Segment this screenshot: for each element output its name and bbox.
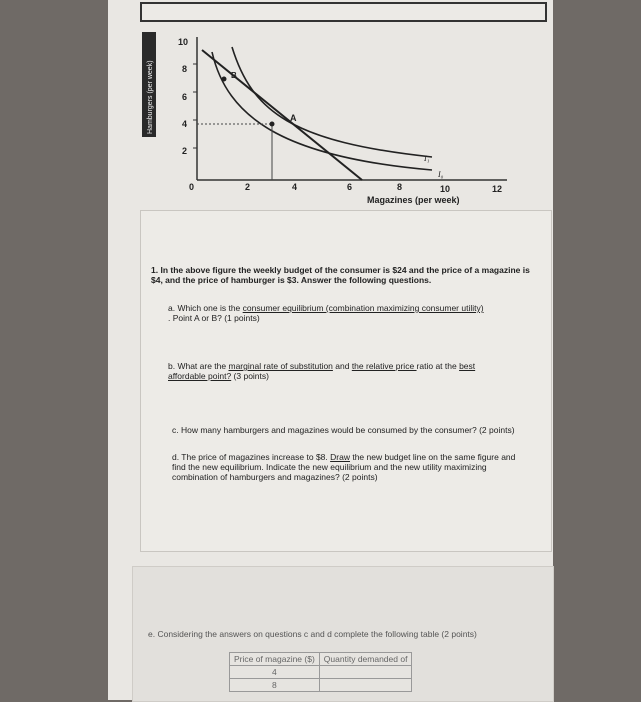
point-b: [222, 77, 227, 82]
curve-i1-label: I₁: [424, 154, 430, 163]
x-tick-6: 6: [347, 182, 353, 192]
table-header-price: Price of magazine ($): [230, 653, 320, 666]
point-b-label: B: [231, 71, 237, 80]
answer-table: [229, 652, 412, 692]
x-tick-12: 12: [492, 184, 503, 194]
x-tick-0: 0: [189, 182, 195, 192]
question-b-affordable: affordable point?: [168, 371, 232, 381]
budget-line: [202, 50, 362, 180]
y-tick-labels: [178, 37, 188, 156]
question-e: e. Considering the answers on questions c and d complete the following table (2 points): [148, 629, 477, 639]
question-b-mid: and: [332, 361, 352, 371]
table-cell-price: 4: [230, 666, 320, 679]
questions-area: [140, 210, 552, 552]
question-1-text: In the above figure the weekly budget of the consumer is $24 and the price of a magazine is $4, and the price of hamburger is $3. Answer the following questions.: [151, 265, 530, 285]
table-cell-price: 8: [230, 679, 320, 692]
table-row: [230, 666, 412, 679]
y-tick-4: 4: [182, 119, 188, 129]
curve-i0-label: I₀: [438, 170, 444, 179]
question-a: [168, 303, 558, 323]
question-b-mrs: marginal rate of substitution: [228, 361, 333, 371]
y-tick-8: 8: [182, 64, 188, 74]
point-a: [270, 122, 275, 127]
x-tick-4: 4: [292, 182, 298, 192]
question-b: [168, 361, 558, 381]
y-tick-2: 2: [182, 146, 188, 156]
question-d-draw: Draw: [330, 452, 350, 462]
header-box: [140, 2, 547, 22]
question-a-prefix: a. Which one is the: [168, 303, 243, 313]
table-header-row: [230, 653, 412, 666]
table-cell-quantity[interactable]: [319, 679, 412, 692]
point-a-label: A: [290, 113, 297, 123]
x-tick-10: 10: [440, 184, 451, 194]
question-a-line2: . Point A or B? (1 points): [168, 313, 260, 323]
question-b-prefix: b. What are the: [168, 361, 229, 371]
question-d-line2: find the new equilibrium. Indicate the new equilibrium and the new utility maximizing: [172, 462, 487, 472]
y-axis-title: Hamburgers (per week): [147, 60, 154, 134]
y-tick-6: 6: [182, 92, 188, 102]
question-d-rest: the new budget line on the same figure and: [349, 452, 516, 462]
x-tick-2: 2: [245, 182, 251, 192]
question-b-best: best: [459, 361, 476, 371]
x-axis-title: Magazines (per week): [367, 195, 460, 205]
question-1-number: 1.: [151, 265, 159, 275]
indifference-curve-graph: [142, 22, 542, 208]
question-d-line3: combination of hamburgers and magazines? (2 points): [172, 472, 378, 482]
question-c: c. How many hamburgers and magazines would be consumed by the consumer? (2 points): [172, 425, 515, 435]
table-header-quantity: Quantity demanded of: [319, 653, 412, 666]
question-b-relative-price: the relative price: [351, 361, 417, 371]
table-cell-quantity[interactable]: [319, 666, 412, 679]
indifference-curve-i1: [232, 47, 432, 157]
table-row: [230, 679, 412, 692]
x-tick-8: 8: [397, 182, 403, 192]
question-d-prefix: d. The price of magazines increase to $8.: [172, 452, 331, 462]
y-tick-10: 10: [178, 37, 189, 47]
question-1: [151, 265, 541, 285]
question-a-underlined: consumer equilibrium (combination maximizing consumer utility): [242, 303, 484, 313]
x-tick-labels: [189, 182, 502, 194]
question-b-points: (3 points): [231, 371, 269, 381]
question-d: [172, 452, 552, 482]
question-b-ratio: ratio at the: [416, 361, 460, 371]
